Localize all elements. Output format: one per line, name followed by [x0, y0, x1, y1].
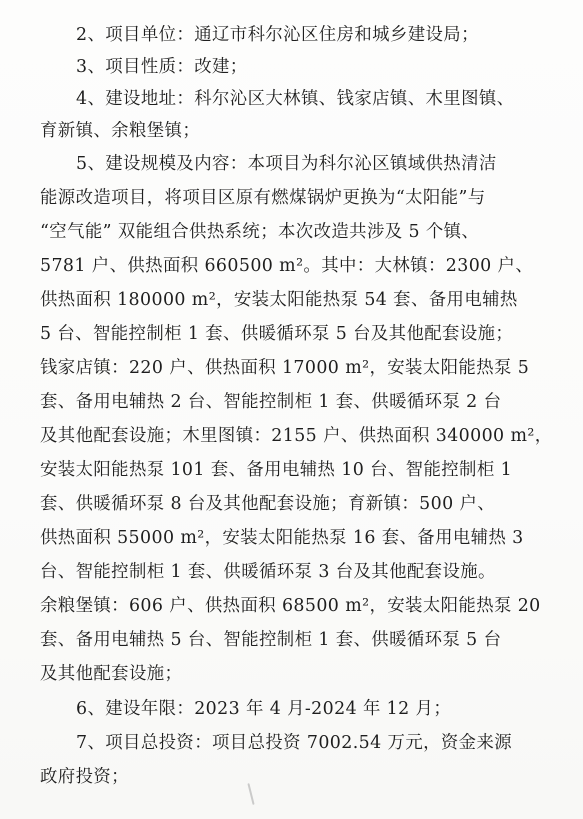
item-5-line-10: 安装太阳能热泵 101 套、备用电辅热 10 台、智能控制柜 1: [40, 460, 513, 480]
item-3-project-nature: 3、项目性质：改建；: [76, 57, 248, 77]
item-5-line-11: 套、供暖循环泵 8 台及其他配套设施；育新镇：500 户、: [40, 494, 496, 514]
item-5-line-2: 能源改造项目，将项目区原有燃煤锅炉更换为“太阳能”与: [40, 188, 486, 208]
item-2-project-unit: 2、项目单位：通辽市科尔沁区住房和城乡建设局；: [76, 25, 479, 45]
item-5-scale-content: 5、建设规模及内容：本项目为科尔沁区镇域供热清洁: [76, 154, 497, 174]
item-5-line-9: 及其他配套设施；木里图镇：2155 户、供热面积 340000 m²，: [40, 426, 553, 446]
item-5-line-13: 台、智能控制柜 1 套、供暖循环泵 3 台及其他配套设施。: [40, 562, 496, 582]
item-5-line-6: 5 台、智能控制柜 1 套、供暖循环泵 5 台及其他配套设施；: [40, 324, 514, 344]
item-4-construction-address-cont: 育新镇、余粮堡镇；: [40, 121, 201, 141]
item-7-total-investment-cont: 政府投资；: [40, 767, 129, 787]
item-5-line-15: 套、备用电辅热 5 台、智能控制柜 1 套、供暖循环泵 5 台: [40, 630, 502, 650]
item-6-construction-period: 6、建设年限：2023 年 4 月-2024 年 12 月；: [76, 699, 452, 719]
item-5-line-16: 及其他配套设施；: [40, 664, 183, 684]
item-5-line-5: 供热面积 180000 m²，安装太阳能热泵 54 套、备用电辅热: [40, 290, 518, 310]
item-5-line-12: 供热面积 55000 m²，安装太阳能热泵 16 套、备用电辅热 3: [40, 528, 524, 548]
item-4-construction-address: 4、建设地址：科尔沁区大林镇、钱家店镇、木里图镇、: [76, 89, 515, 109]
item-7-total-investment: 7、项目总投资：项目总投资 7002.54 万元，资金来源: [76, 733, 513, 753]
item-5-line-7: 钱家店镇：220 户、供热面积 17000 m²，安装太阳能热泵 5: [40, 358, 530, 378]
item-5-line-3: “空气能” 双能组合供热系统；本次改造共涉及 5 个镇、: [40, 222, 480, 242]
item-5-line-4: 5781 户、供热面积 660500 m²。其中：大林镇：2300 户、: [40, 256, 534, 276]
item-5-line-14: 余粮堡镇：606 户、供热面积 68500 m²，安装太阳能热泵 20: [40, 596, 541, 616]
item-5-line-8: 套、备用电辅热 2 台、智能控制柜 1 套、供暖循环泵 2 台: [40, 392, 502, 412]
